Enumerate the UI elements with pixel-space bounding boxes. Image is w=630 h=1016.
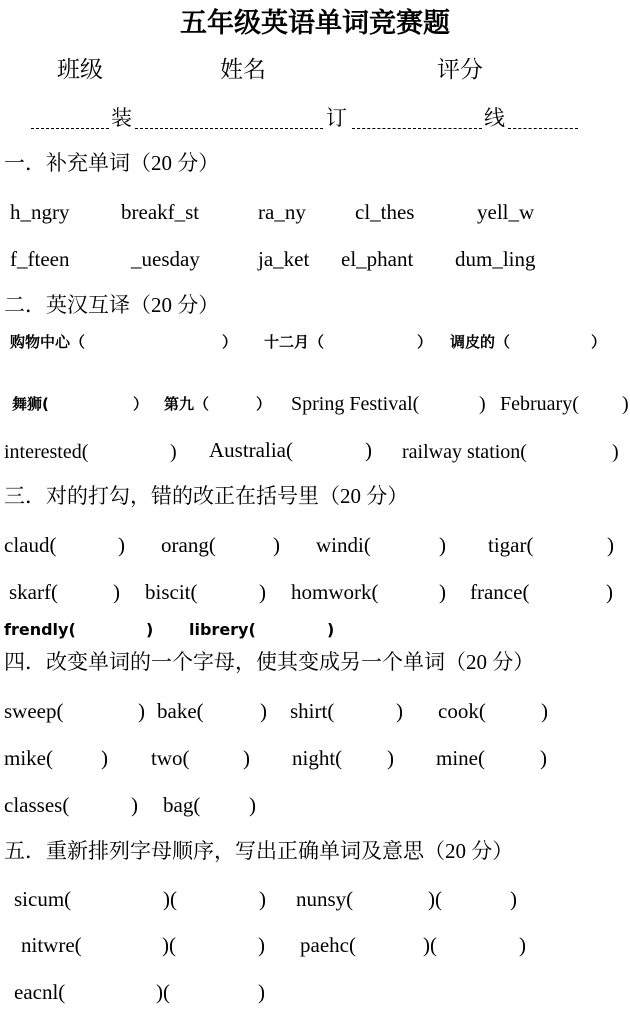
rearrange-mid: )( bbox=[156, 980, 170, 1004]
check-word: tigar( bbox=[488, 533, 534, 557]
change-word: cook( bbox=[438, 699, 486, 723]
translate-close: ) bbox=[170, 441, 177, 463]
section-1-heading: 一．补充单词（20 分） bbox=[4, 151, 220, 175]
translate-close: ） bbox=[591, 333, 607, 351]
translate-close: ） bbox=[133, 395, 149, 413]
check-word: frendly( bbox=[4, 620, 76, 639]
check-word: biscit( bbox=[145, 580, 198, 604]
rearrange-close: ) bbox=[259, 887, 266, 911]
translate-item: February( bbox=[500, 393, 579, 415]
translate-item: 舞狮( bbox=[12, 395, 49, 413]
change-word: two( bbox=[151, 746, 190, 770]
translate-close: ) bbox=[479, 393, 486, 415]
change-close: ) bbox=[131, 793, 138, 817]
rearrange-mid: )( bbox=[423, 933, 437, 957]
score-label: 评分 bbox=[437, 57, 483, 82]
rearrange-word: nitwre( bbox=[21, 933, 82, 957]
change-close: ) bbox=[101, 746, 108, 770]
rearrange-word: eacnl( bbox=[14, 980, 66, 1004]
translate-close: ） bbox=[417, 333, 433, 351]
translate-close: ) bbox=[622, 393, 629, 415]
rearrange-mid: )( bbox=[428, 887, 442, 911]
fill-word: breakf_st bbox=[121, 200, 200, 224]
change-word: classes( bbox=[4, 793, 70, 817]
class-label: 班级 bbox=[57, 57, 103, 82]
name-label: 姓名 bbox=[220, 57, 266, 82]
translate-item: 十二月（ bbox=[264, 333, 325, 351]
fill-word: el_phant bbox=[341, 247, 414, 271]
binding-xian: 线 bbox=[484, 106, 505, 130]
translate-item: Australia( bbox=[209, 438, 293, 462]
section-3-heading: 三．对的打勾，错的改正在括号里（20 分） bbox=[4, 484, 409, 508]
rearrange-mid: )( bbox=[163, 887, 177, 911]
rearrange-word: nunsy( bbox=[296, 887, 354, 911]
check-close: ) bbox=[118, 533, 125, 557]
translate-item: Spring Festival( bbox=[291, 393, 420, 415]
check-word: homwork( bbox=[291, 580, 379, 604]
fill-word: h_ngry bbox=[10, 200, 70, 224]
check-word: france( bbox=[470, 580, 530, 604]
translate-close: ） bbox=[222, 333, 238, 351]
fill-word: ra_ny bbox=[258, 200, 306, 224]
fill-word: f_fteen bbox=[10, 247, 70, 271]
fill-word: cl_thes bbox=[355, 200, 415, 224]
change-word: night( bbox=[292, 746, 343, 770]
change-close: ) bbox=[249, 793, 256, 817]
check-close: ) bbox=[606, 580, 613, 604]
change-word: sweep( bbox=[4, 699, 64, 723]
check-word: windi( bbox=[316, 533, 371, 557]
fill-word: yell_w bbox=[477, 200, 535, 224]
change-close: ) bbox=[387, 746, 394, 770]
change-close: ) bbox=[243, 746, 250, 770]
section-5-heading: 五．重新排列字母顺序，写出正确单词及意思（20 分） bbox=[4, 839, 514, 863]
change-close: ) bbox=[260, 699, 267, 723]
binding-ding: 订 bbox=[326, 106, 347, 130]
change-word: bag( bbox=[163, 793, 201, 817]
section-4-heading: 四．改变单词的一个字母，使其变成另一个单词（20 分） bbox=[4, 650, 535, 674]
binding-dash bbox=[135, 128, 323, 129]
rearrange-close: ) bbox=[258, 980, 265, 1004]
change-close: ) bbox=[540, 746, 547, 770]
check-close: ) bbox=[146, 620, 154, 639]
check-close: ) bbox=[259, 580, 266, 604]
translate-close: ) bbox=[612, 441, 619, 463]
change-close: ) bbox=[541, 699, 548, 723]
page-title: 五年级英语单词竞赛题 bbox=[180, 8, 450, 38]
translate-item: interested( bbox=[4, 441, 89, 463]
rearrange-mid: )( bbox=[162, 933, 176, 957]
translate-item: 第九（ bbox=[164, 395, 210, 413]
binding-dash bbox=[352, 128, 482, 129]
rearrange-word: paehc( bbox=[300, 933, 356, 957]
check-close: ) bbox=[273, 533, 280, 557]
check-word: claud( bbox=[4, 533, 57, 557]
change-word: mine( bbox=[436, 746, 485, 770]
change-word: mike( bbox=[4, 746, 53, 770]
translate-item: railway station( bbox=[402, 441, 527, 463]
binding-dash bbox=[508, 128, 578, 129]
check-word: skarf( bbox=[9, 580, 58, 604]
rearrange-close: ) bbox=[510, 887, 517, 911]
binding-zhuang: 装 bbox=[111, 106, 132, 130]
change-word: shirt( bbox=[290, 699, 335, 723]
rearrange-close: ) bbox=[519, 933, 526, 957]
translate-item: 调皮的（ bbox=[450, 333, 511, 351]
translate-close: ） bbox=[256, 395, 272, 413]
change-word: bake( bbox=[157, 699, 204, 723]
fill-word: dum_ling bbox=[455, 247, 536, 271]
rearrange-close: ) bbox=[258, 933, 265, 957]
change-close: ) bbox=[396, 699, 403, 723]
check-word: orang( bbox=[161, 533, 216, 557]
change-close: ) bbox=[138, 699, 145, 723]
check-word: librery( bbox=[189, 620, 256, 639]
fill-word: ja_ket bbox=[258, 247, 310, 271]
check-close: ) bbox=[439, 580, 446, 604]
check-close: ) bbox=[607, 533, 614, 557]
section-2-heading: 二．英汉互译（20 分） bbox=[4, 293, 220, 317]
rearrange-word: sicum( bbox=[14, 887, 72, 911]
translate-item: 购物中心（ bbox=[10, 333, 86, 351]
check-close: ) bbox=[113, 580, 120, 604]
check-close: ) bbox=[439, 533, 446, 557]
binding-dash bbox=[31, 128, 109, 129]
fill-word: _uesday bbox=[131, 247, 200, 271]
translate-close: ) bbox=[365, 438, 372, 462]
check-close: ) bbox=[327, 620, 335, 639]
